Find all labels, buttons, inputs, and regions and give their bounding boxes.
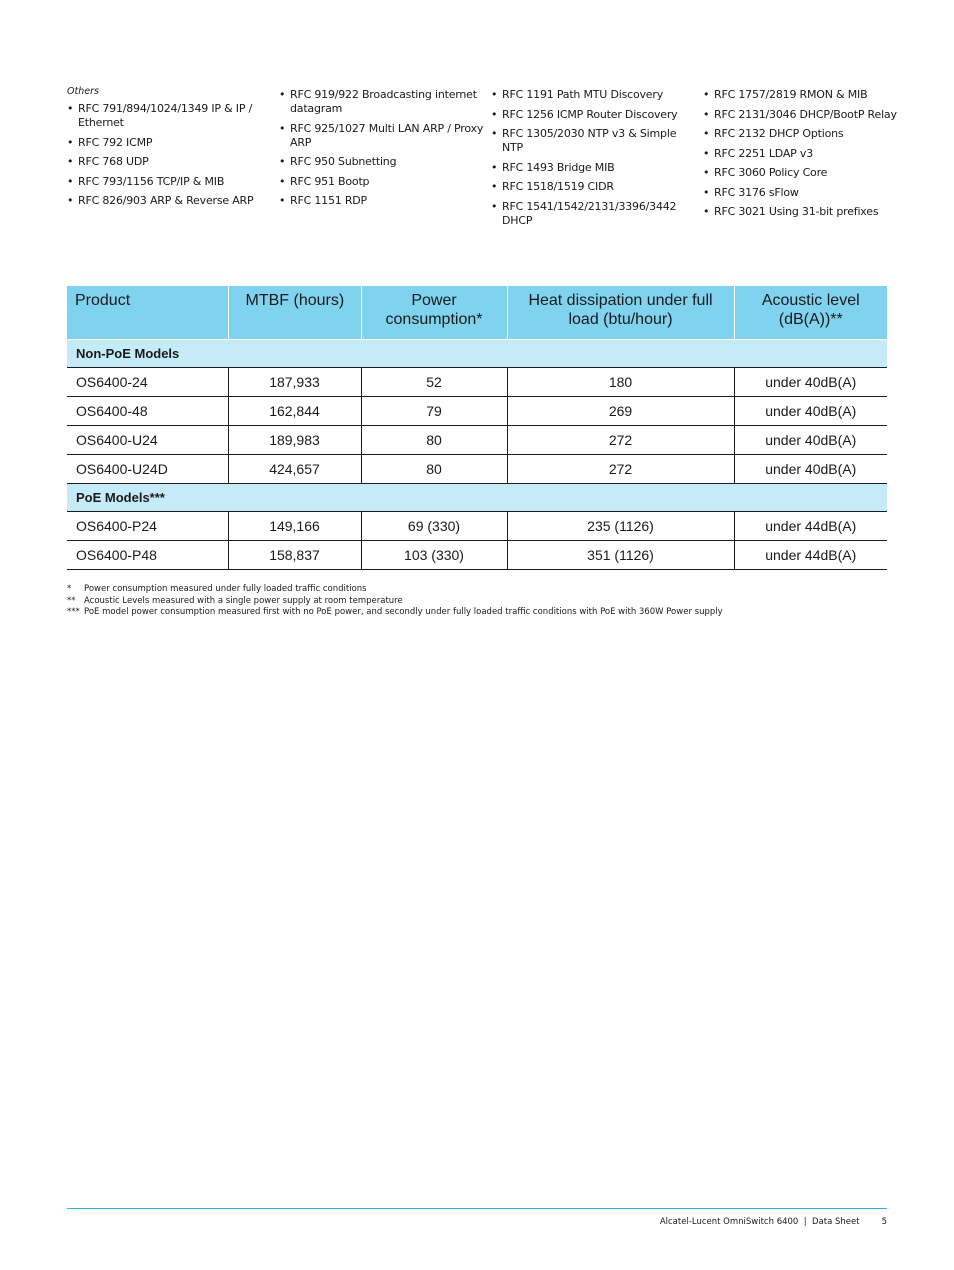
footer-rule (67, 1208, 887, 1209)
cell-power: 80 (361, 426, 507, 455)
rfc-item: • RFC 3021 Using 31-bit prefixes (703, 205, 908, 219)
cell-power: 69 (330) (361, 512, 507, 541)
rfc-item: • RFC 792 ICMP (67, 136, 272, 150)
footnote-mark: *** (67, 607, 80, 617)
cell-mtbf: 424,657 (228, 455, 361, 484)
cell-acoustic: under 40dB(A) (734, 397, 887, 426)
rfc-item: • RFC 2251 LDAP v3 (703, 147, 908, 161)
table-row (67, 426, 887, 455)
cell-acoustic: under 40dB(A) (734, 368, 887, 397)
cell-acoustic: under 44dB(A) (734, 541, 887, 570)
section-row (67, 484, 887, 512)
cell-mtbf: 162,844 (228, 397, 361, 426)
page-footer (660, 1217, 887, 1227)
footnote-text: Power consumption measured under fully loaded traffic conditions (84, 584, 367, 594)
page-number: 5 (881, 1217, 887, 1227)
rfc-item: • RFC 793/1156 TCP/IP & MIB (67, 175, 272, 189)
rfc-item: • RFC 768 UDP (67, 155, 272, 169)
cell-mtbf: 189,983 (228, 426, 361, 455)
cell-power: 103 (330) (361, 541, 507, 570)
footnote (67, 596, 897, 608)
rfc-column-1 (67, 86, 272, 214)
cell-product: OS6400-48 (67, 397, 228, 426)
cell-acoustic: under 40dB(A) (734, 455, 887, 484)
footnote (67, 584, 897, 596)
section-title: PoE Models*** (67, 484, 887, 512)
rfc-item: • RFC 3176 sFlow (703, 186, 908, 200)
rfc-column-2 (279, 86, 484, 214)
rfc-item: • RFC 950 Subnetting (279, 155, 484, 169)
cell-power: 80 (361, 455, 507, 484)
cell-acoustic: under 44dB(A) (734, 512, 887, 541)
cell-acoustic: under 40dB(A) (734, 426, 887, 455)
rfc-item: • RFC 925/1027 Multi LAN ARP / Proxy ARP (279, 122, 484, 150)
cell-product: OS6400-24 (67, 368, 228, 397)
footnotes (67, 584, 897, 619)
rfc-item: • RFC 1757/2819 RMON & MIB (703, 88, 908, 102)
footnote-mark: * (67, 584, 72, 594)
rfc-column-3 (491, 86, 696, 233)
table-row (67, 541, 887, 570)
table-row (67, 512, 887, 541)
rfc-column-4 (703, 86, 908, 225)
cell-heat: 180 (507, 368, 734, 397)
product-spec-table (67, 286, 887, 570)
footnote-text: Acoustic Levels measured with a single power supply at room temperature (84, 595, 403, 606)
cell-heat: 269 (507, 397, 734, 426)
rfc-item: • RFC 1191 Path MTU Discovery (491, 88, 696, 102)
cell-mtbf: 149,166 (228, 512, 361, 541)
rfc-item: • RFC 919/922 Broadcasting internet datagram (279, 88, 484, 116)
header-heat: Heat dissipation under full load (btu/hour) (507, 286, 734, 340)
cell-power: 52 (361, 368, 507, 397)
cell-product: OS6400-U24D (67, 455, 228, 484)
rfc-item: • RFC 2131/3046 DHCP/BootP Relay (703, 108, 908, 122)
table-row (67, 368, 887, 397)
rfc-item: • RFC 1493 Bridge MIB (491, 161, 696, 175)
rfc-item: • RFC 1256 ICMP Router Discovery (491, 108, 696, 122)
rfc-item: • RFC 1151 RDP (279, 194, 484, 208)
rfc-item: • RFC 951 Bootp (279, 175, 484, 189)
header-product: Product (67, 286, 228, 340)
cell-heat: 272 (507, 426, 734, 455)
rfc-item: • RFC 1305/2030 NTP v3 & Simple NTP (491, 127, 696, 155)
cell-product: OS6400-P48 (67, 541, 228, 570)
section-title: Non-PoE Models (67, 340, 887, 368)
table-row (67, 397, 887, 426)
cell-heat: 235 (1126) (507, 512, 734, 541)
cell-mtbf: 187,933 (228, 368, 361, 397)
cell-heat: 272 (507, 455, 734, 484)
rfc-item: • RFC 1518/1519 CIDR (491, 180, 696, 194)
rfc-item: • RFC 1541/1542/2131/3396/3442 DHCP (491, 200, 696, 228)
header-acoustic: Acoustic level (dB(A))** (734, 286, 887, 340)
cell-power: 79 (361, 397, 507, 426)
rfc-item: • RFC 3060 Policy Core (703, 166, 908, 180)
rfc-item: • RFC 826/903 ARP & Reverse ARP (67, 194, 272, 208)
others-label: Others (67, 86, 99, 97)
footnote (67, 607, 897, 619)
footer-doc-title: Alcatel-Lucent OmniSwitch 6400 | Data Sheet (659, 1217, 860, 1227)
section-row (67, 340, 887, 368)
header-mtbf: MTBF (hours) (228, 286, 361, 340)
footnote-mark: ** (67, 595, 76, 606)
rfc-item: • RFC 791/894/1024/1349 IP & IP / Ethernet (67, 102, 272, 130)
table-header-row (67, 286, 887, 340)
cell-heat: 351 (1126) (507, 541, 734, 570)
header-power: Power consumption* (361, 286, 507, 340)
cell-product: OS6400-P24 (67, 512, 228, 541)
cell-mtbf: 158,837 (228, 541, 361, 570)
rfc-item: • RFC 2132 DHCP Options (703, 127, 908, 141)
cell-product: OS6400-U24 (67, 426, 228, 455)
table-row (67, 455, 887, 484)
footnote-text: PoE model power consumption measured first with no PoE power, and secondly under fully loaded traffic conditions with PoE with 360W Power supply (84, 607, 723, 617)
